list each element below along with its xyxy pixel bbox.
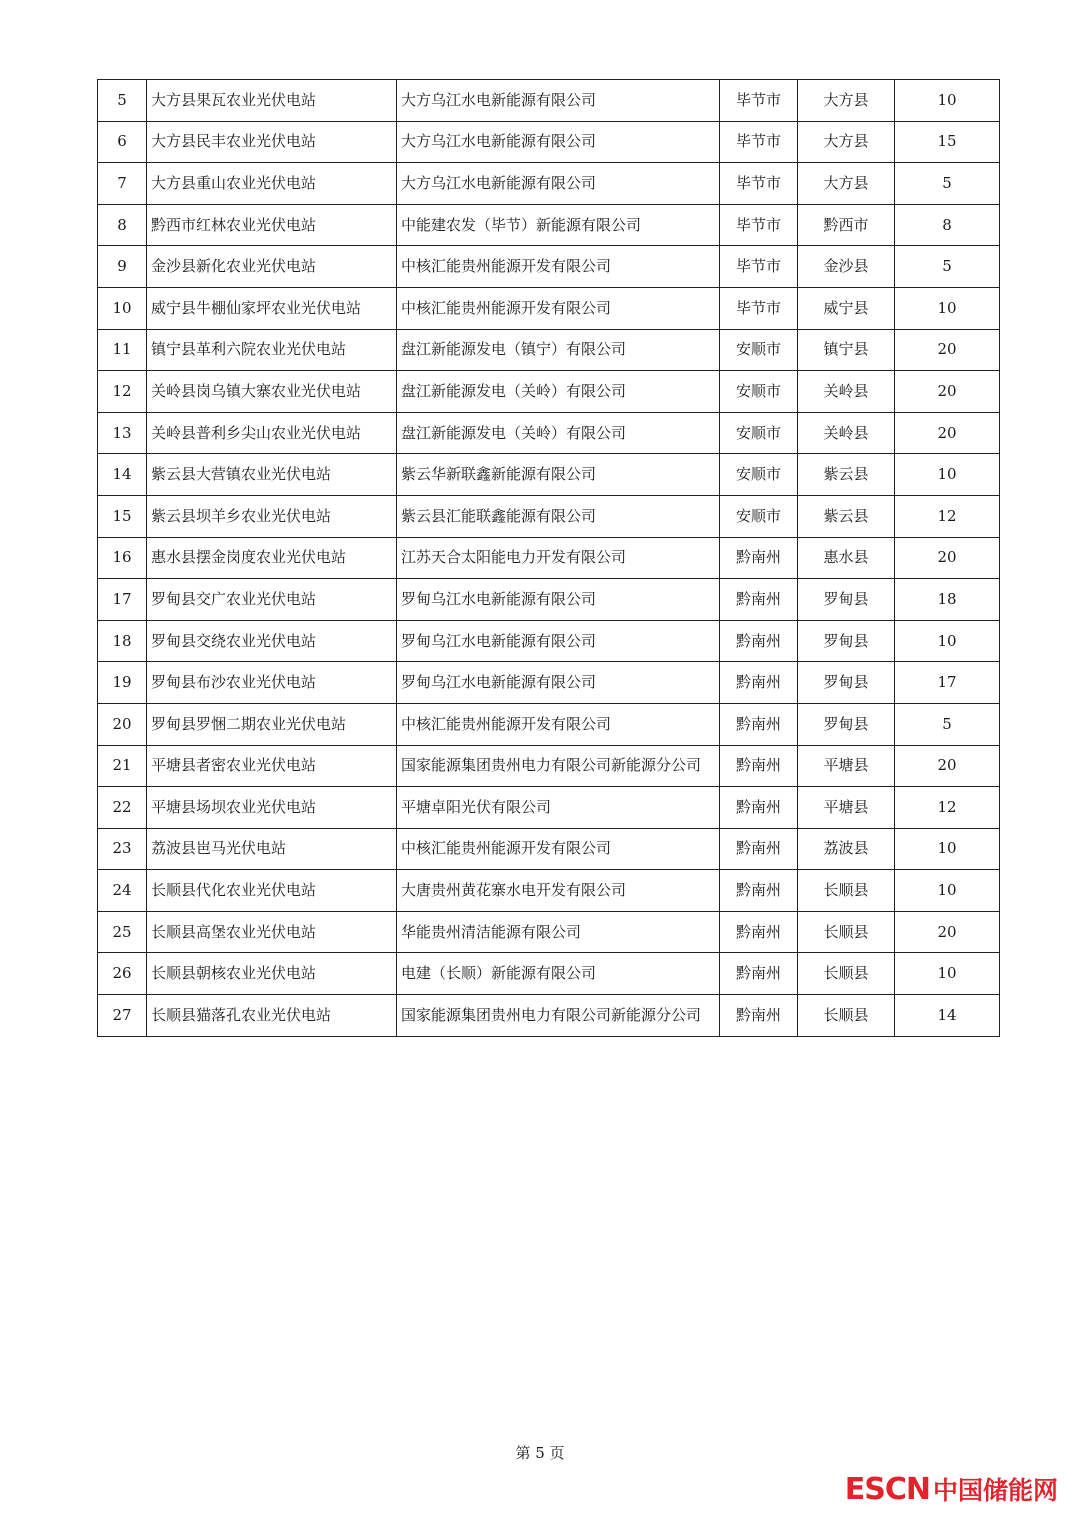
cell-county: 罗甸县 <box>798 620 895 662</box>
cell-county: 紫云县 <box>798 495 895 537</box>
cell-county: 长顺县 <box>798 911 895 953</box>
cell-capacity: 12 <box>895 787 1000 829</box>
cell-company: 大方乌江水电新能源有限公司 <box>397 163 720 205</box>
cell-capacity: 5 <box>895 703 1000 745</box>
cell-city: 黔南州 <box>720 579 798 621</box>
cell-capacity: 8 <box>895 204 1000 246</box>
cell-company: 大唐贵州黄花寨水电开发有限公司 <box>397 870 720 912</box>
cell-county: 紫云县 <box>798 454 895 496</box>
cell-station-name: 平塘县者密农业光伏电站 <box>147 745 397 787</box>
table-row <box>98 745 1000 787</box>
cell-number: 17 <box>98 579 147 621</box>
cell-capacity: 10 <box>895 620 1000 662</box>
logo-text-cn: 中国储能网 <box>932 1476 1058 1505</box>
cell-company: 华能贵州清洁能源有限公司 <box>397 911 720 953</box>
cell-number: 15 <box>98 495 147 537</box>
table-row <box>98 995 1000 1037</box>
cell-capacity: 10 <box>895 953 1000 995</box>
cell-company: 国家能源集团贵州电力有限公司新能源分公司 <box>397 745 720 787</box>
table-row <box>98 121 1000 163</box>
cell-county: 镇宁县 <box>798 329 895 371</box>
cell-number: 19 <box>98 662 147 704</box>
cell-county: 大方县 <box>798 121 895 163</box>
table-row <box>98 620 1000 662</box>
table-body <box>98 80 1000 1037</box>
cell-number: 22 <box>98 787 147 829</box>
cell-city: 黔南州 <box>720 703 798 745</box>
cell-county: 关岭县 <box>798 371 895 413</box>
cell-county: 黔西市 <box>798 204 895 246</box>
table-row <box>98 828 1000 870</box>
cell-company: 罗甸乌江水电新能源有限公司 <box>397 620 720 662</box>
cell-station-name: 关岭县普利乡尖山农业光伏电站 <box>147 412 397 454</box>
cell-station-name: 镇宁县革利六院农业光伏电站 <box>147 329 397 371</box>
cell-county: 平塘县 <box>798 787 895 829</box>
cell-county: 惠水县 <box>798 537 895 579</box>
cell-city: 黔南州 <box>720 995 798 1037</box>
table-row <box>98 412 1000 454</box>
cell-county: 大方县 <box>798 163 895 205</box>
cell-station-name: 紫云县大营镇农业光伏电站 <box>147 454 397 496</box>
cell-city: 毕节市 <box>720 121 798 163</box>
cell-company: 紫云县汇能联鑫能源有限公司 <box>397 495 720 537</box>
cell-number: 16 <box>98 537 147 579</box>
cell-number: 11 <box>98 329 147 371</box>
cell-city: 安顺市 <box>720 454 798 496</box>
table-row <box>98 80 1000 122</box>
cell-capacity: 5 <box>895 246 1000 288</box>
cell-city: 毕节市 <box>720 287 798 329</box>
table-row <box>98 204 1000 246</box>
cell-number: 20 <box>98 703 147 745</box>
cell-county: 罗甸县 <box>798 703 895 745</box>
cell-station-name: 金沙县新化农业光伏电站 <box>147 246 397 288</box>
cell-station-name: 黔西市红林农业光伏电站 <box>147 204 397 246</box>
cell-station-name: 罗甸县布沙农业光伏电站 <box>147 662 397 704</box>
cell-city: 黔南州 <box>720 870 798 912</box>
cell-city: 黔南州 <box>720 911 798 953</box>
cell-number: 25 <box>98 911 147 953</box>
cell-number: 13 <box>98 412 147 454</box>
cell-number: 27 <box>98 995 147 1037</box>
cell-county: 罗甸县 <box>798 662 895 704</box>
cell-capacity: 12 <box>895 495 1000 537</box>
cell-company: 罗甸乌江水电新能源有限公司 <box>397 662 720 704</box>
cell-company: 中核汇能贵州能源开发有限公司 <box>397 287 720 329</box>
cell-capacity: 20 <box>895 412 1000 454</box>
cell-company: 盘江新能源发电（关岭）有限公司 <box>397 412 720 454</box>
cell-company: 紫云华新联鑫新能源有限公司 <box>397 454 720 496</box>
cell-county: 罗甸县 <box>798 579 895 621</box>
cell-capacity: 10 <box>895 454 1000 496</box>
cell-city: 安顺市 <box>720 412 798 454</box>
cell-number: 6 <box>98 121 147 163</box>
cell-city: 安顺市 <box>720 371 798 413</box>
cell-company: 大方乌江水电新能源有限公司 <box>397 80 720 122</box>
cell-company: 平塘卓阳光伏有限公司 <box>397 787 720 829</box>
cell-city: 黔南州 <box>720 537 798 579</box>
cell-station-name: 惠水县摆金岗度农业光伏电站 <box>147 537 397 579</box>
cell-number: 5 <box>98 80 147 122</box>
table-row <box>98 953 1000 995</box>
cell-city: 黔南州 <box>720 620 798 662</box>
cell-station-name: 长顺县高堡农业光伏电站 <box>147 911 397 953</box>
cell-capacity: 17 <box>895 662 1000 704</box>
cell-county: 长顺县 <box>798 953 895 995</box>
table-row <box>98 911 1000 953</box>
table-row <box>98 329 1000 371</box>
table-row <box>98 703 1000 745</box>
cell-station-name: 罗甸县交广农业光伏电站 <box>147 579 397 621</box>
cell-capacity: 10 <box>895 80 1000 122</box>
cell-station-name: 荔波县岜马光伏电站 <box>147 828 397 870</box>
cell-city: 黔南州 <box>720 787 798 829</box>
cell-county: 平塘县 <box>798 745 895 787</box>
cell-city: 安顺市 <box>720 495 798 537</box>
cell-company: 中能建农发（毕节）新能源有限公司 <box>397 204 720 246</box>
cell-company: 罗甸乌江水电新能源有限公司 <box>397 579 720 621</box>
table-row <box>98 662 1000 704</box>
cell-station-name: 罗甸县罗悃二期农业光伏电站 <box>147 703 397 745</box>
cell-capacity: 5 <box>895 163 1000 205</box>
cell-station-name: 长顺县朝核农业光伏电站 <box>147 953 397 995</box>
cell-capacity: 20 <box>895 911 1000 953</box>
cell-station-name: 大方县果瓦农业光伏电站 <box>147 80 397 122</box>
cell-county: 关岭县 <box>798 412 895 454</box>
projects-table <box>97 79 1000 1037</box>
cell-city: 毕节市 <box>720 246 798 288</box>
cell-county: 金沙县 <box>798 246 895 288</box>
table-row <box>98 454 1000 496</box>
cell-capacity: 10 <box>895 828 1000 870</box>
cell-number: 8 <box>98 204 147 246</box>
cell-station-name: 平塘县场坝农业光伏电站 <box>147 787 397 829</box>
cell-number: 23 <box>98 828 147 870</box>
escn-logo <box>845 1471 1058 1507</box>
cell-county: 威宁县 <box>798 287 895 329</box>
cell-company: 国家能源集团贵州电力有限公司新能源分公司 <box>397 995 720 1037</box>
table-row <box>98 579 1000 621</box>
cell-company: 江苏天合太阳能电力开发有限公司 <box>397 537 720 579</box>
table-row <box>98 870 1000 912</box>
table-row <box>98 371 1000 413</box>
cell-city: 毕节市 <box>720 163 798 205</box>
cell-company: 中核汇能贵州能源开发有限公司 <box>397 246 720 288</box>
cell-number: 12 <box>98 371 147 413</box>
cell-number: 24 <box>98 870 147 912</box>
cell-capacity: 20 <box>895 745 1000 787</box>
table-row <box>98 246 1000 288</box>
cell-station-name: 大方县重山农业光伏电站 <box>147 163 397 205</box>
cell-company: 中核汇能贵州能源开发有限公司 <box>397 703 720 745</box>
cell-capacity: 10 <box>895 870 1000 912</box>
cell-capacity: 18 <box>895 579 1000 621</box>
cell-city: 毕节市 <box>720 80 798 122</box>
cell-capacity: 15 <box>895 121 1000 163</box>
cell-company: 电建（长顺）新能源有限公司 <box>397 953 720 995</box>
cell-capacity: 20 <box>895 329 1000 371</box>
cell-capacity: 14 <box>895 995 1000 1037</box>
cell-number: 26 <box>98 953 147 995</box>
table-row <box>98 163 1000 205</box>
cell-capacity: 10 <box>895 287 1000 329</box>
table-row <box>98 787 1000 829</box>
table-row <box>98 495 1000 537</box>
cell-city: 黔南州 <box>720 828 798 870</box>
cell-number: 18 <box>98 620 147 662</box>
table-row <box>98 287 1000 329</box>
cell-capacity: 20 <box>895 371 1000 413</box>
cell-station-name: 罗甸县交绕农业光伏电站 <box>147 620 397 662</box>
cell-city: 毕节市 <box>720 204 798 246</box>
cell-station-name: 关岭县岗乌镇大寨农业光伏电站 <box>147 371 397 413</box>
cell-number: 10 <box>98 287 147 329</box>
cell-city: 黔南州 <box>720 662 798 704</box>
table-row <box>98 537 1000 579</box>
cell-number: 21 <box>98 745 147 787</box>
cell-county: 长顺县 <box>798 870 895 912</box>
cell-city: 安顺市 <box>720 329 798 371</box>
cell-capacity: 20 <box>895 537 1000 579</box>
cell-number: 9 <box>98 246 147 288</box>
cell-city: 黔南州 <box>720 953 798 995</box>
cell-station-name: 长顺县代化农业光伏电站 <box>147 870 397 912</box>
cell-company: 中核汇能贵州能源开发有限公司 <box>397 828 720 870</box>
cell-station-name: 长顺县猫落孔农业光伏电站 <box>147 995 397 1037</box>
cell-company: 盘江新能源发电（关岭）有限公司 <box>397 371 720 413</box>
cell-county: 荔波县 <box>798 828 895 870</box>
cell-company: 盘江新能源发电（镇宁）有限公司 <box>397 329 720 371</box>
cell-station-name: 大方县民丰农业光伏电站 <box>147 121 397 163</box>
cell-number: 7 <box>98 163 147 205</box>
page-number: 第 5 页 <box>515 1444 565 1462</box>
cell-county: 大方县 <box>798 80 895 122</box>
cell-number: 14 <box>98 454 147 496</box>
cell-company: 大方乌江水电新能源有限公司 <box>397 121 720 163</box>
logo-text-en: ESCN <box>844 1471 930 1507</box>
cell-station-name: 紫云县坝羊乡农业光伏电站 <box>147 495 397 537</box>
cell-county: 长顺县 <box>798 995 895 1037</box>
cell-city: 黔南州 <box>720 745 798 787</box>
cell-station-name: 威宁县牛棚仙家坪农业光伏电站 <box>147 287 397 329</box>
